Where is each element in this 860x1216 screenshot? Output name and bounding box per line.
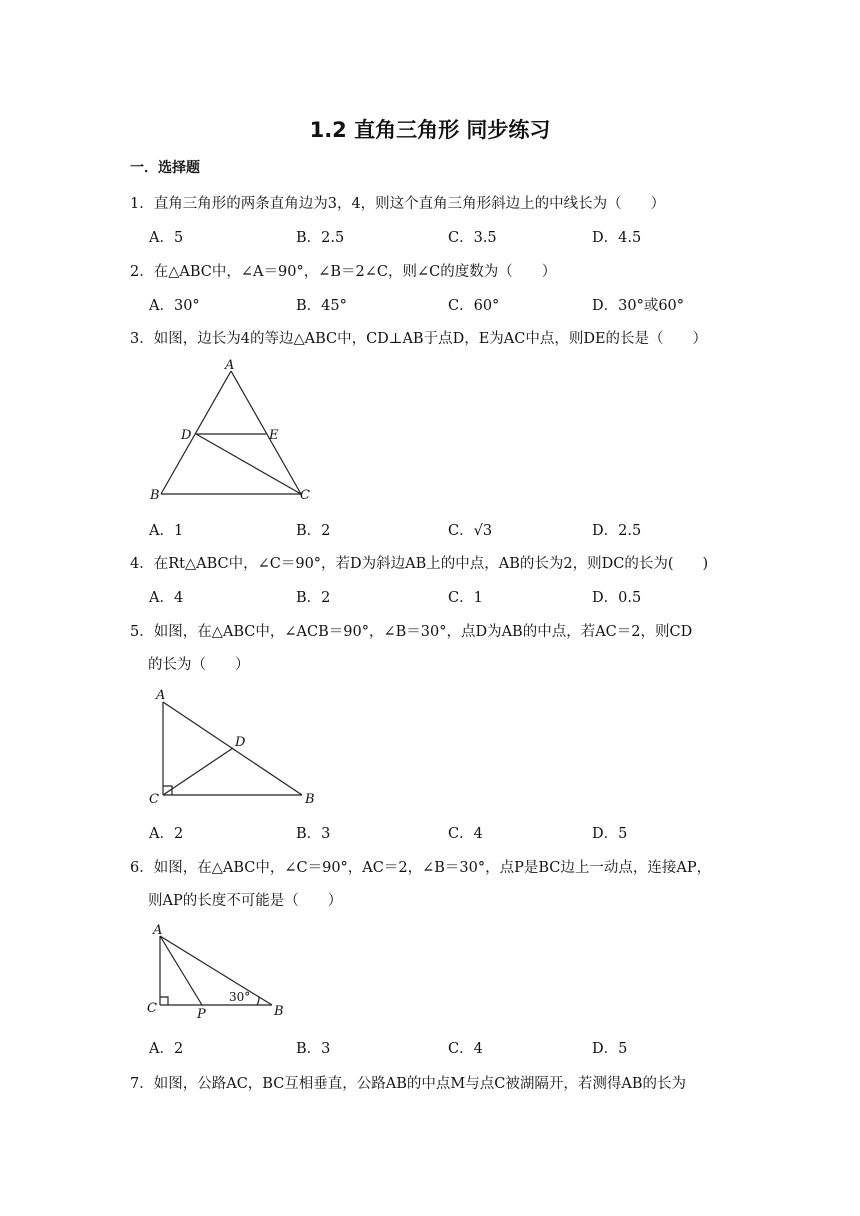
question-6-stem: 6．如图，在△ABC中，∠C＝90°，AC＝2，∠B＝30°，点P是BC边上一动点，连接AP， <box>130 860 712 876</box>
question-2-options <box>149 294 749 316</box>
fig6-angle-arc <box>257 997 259 1005</box>
question-6-stem-continued: 则AP的长度不可能是（ ） <box>148 893 343 909</box>
fig3-label-d: D <box>181 428 192 443</box>
question-1-option-c[interactable]: C．3.5 <box>448 230 497 246</box>
question-5-figure <box>140 685 330 810</box>
question-6-options <box>149 1037 749 1059</box>
fig5-segment-cd <box>163 748 233 795</box>
page-title: 1.2 直角三角形 同步练习 <box>309 118 551 142</box>
question-2-option-c[interactable]: C．60° <box>448 298 500 314</box>
question-6-option-d[interactable]: D．5 <box>592 1041 628 1057</box>
question-4-option-d[interactable]: D．0.5 <box>592 590 642 606</box>
question-6-figure <box>140 920 300 1025</box>
question-2-option-d[interactable]: D．30°或60° <box>592 298 685 314</box>
fig5-label-c: C <box>149 792 159 807</box>
question-5-option-c[interactable]: C．4 <box>448 826 483 842</box>
question-1-option-d[interactable]: D．4.5 <box>592 230 642 246</box>
question-3-options <box>149 519 749 541</box>
question-4-options <box>149 586 749 608</box>
fig3-label-c: C <box>300 488 310 503</box>
fig3-label-b: B <box>150 488 160 503</box>
fig5-label-a: A <box>156 688 166 703</box>
fig6-right-angle-mark <box>160 997 168 1005</box>
question-1-stem: 1．直角三角形的两条直角边为3，4，则这个直角三角形斜边上的中线长为（ ） <box>130 196 666 212</box>
question-6-option-a[interactable]: A．2 <box>149 1041 184 1057</box>
question-2-option-b[interactable]: B．45° <box>296 298 347 314</box>
fig5-label-b: B <box>305 792 315 807</box>
question-5-option-b[interactable]: B．3 <box>296 826 331 842</box>
question-3-figure <box>140 355 330 505</box>
question-3-option-d[interactable]: D．2.5 <box>592 523 642 539</box>
question-5-options <box>149 822 749 844</box>
question-5-stem: 5．如图，在△ABC中，∠ACB＝90°，∠B＝30°，点D为AB的中点，若AC＝2，则CD <box>130 624 693 640</box>
fig6-side-ab <box>160 936 272 1005</box>
fig6-segment-ap <box>160 936 202 1005</box>
fig3-label-e: E <box>269 428 279 443</box>
question-2-option-a[interactable]: A．30° <box>149 298 200 314</box>
question-6-option-c[interactable]: C．4 <box>448 1041 483 1057</box>
question-2-stem: 2．在△ABC中，∠A＝90°，∠B＝2∠C，则∠C的度数为（ ） <box>130 264 557 280</box>
question-4-option-c[interactable]: C．1 <box>448 590 483 606</box>
fig3-label-a: A <box>225 358 235 373</box>
question-5-option-a[interactable]: A．2 <box>149 826 184 842</box>
question-5-option-d[interactable]: D．5 <box>592 826 628 842</box>
fig3-side-ab <box>161 371 231 494</box>
fig3-segment-dc <box>196 434 301 494</box>
fig6-label-a: A <box>153 923 163 938</box>
fig6-label-angle: 30° <box>229 990 251 1004</box>
fig6-label-p: P <box>197 1007 206 1022</box>
question-7-stem: 7．如图，公路AC，BC互相垂直，公路AB的中点M与点C被湖隔开，若测得AB的长为 <box>130 1076 687 1092</box>
fig5-label-d: D <box>235 735 246 750</box>
question-4-option-b[interactable]: B．2 <box>296 590 331 606</box>
question-3-stem: 3．如图，边长为4的等边△ABC中，CD⊥AB于点D，E为AC中点，则DE的长是（ ） <box>130 331 708 347</box>
section-heading: 一．选择题 <box>130 160 200 176</box>
question-4-stem: 4．在Rt△ABC中，∠C＝90°，若D为斜边AB上的中点，AB的长为2，则DC的长为( ) <box>130 556 709 572</box>
question-4-option-a[interactable]: A．4 <box>149 590 184 606</box>
question-1-options <box>149 226 749 248</box>
question-5-stem-continued: 的长为（ ） <box>148 657 250 673</box>
fig6-label-b: B <box>274 1004 284 1019</box>
fig6-label-c: C <box>147 1001 157 1016</box>
question-6-option-b[interactable]: B．3 <box>296 1041 331 1057</box>
question-3-option-b[interactable]: B．2 <box>296 523 331 539</box>
question-1-option-a[interactable]: A．5 <box>149 230 184 246</box>
fig3-side-ac <box>231 371 301 494</box>
question-3-option-c[interactable]: C．√3 <box>448 523 493 539</box>
question-1-option-b[interactable]: B．2.5 <box>296 230 345 246</box>
question-3-option-a[interactable]: A．1 <box>149 523 184 539</box>
